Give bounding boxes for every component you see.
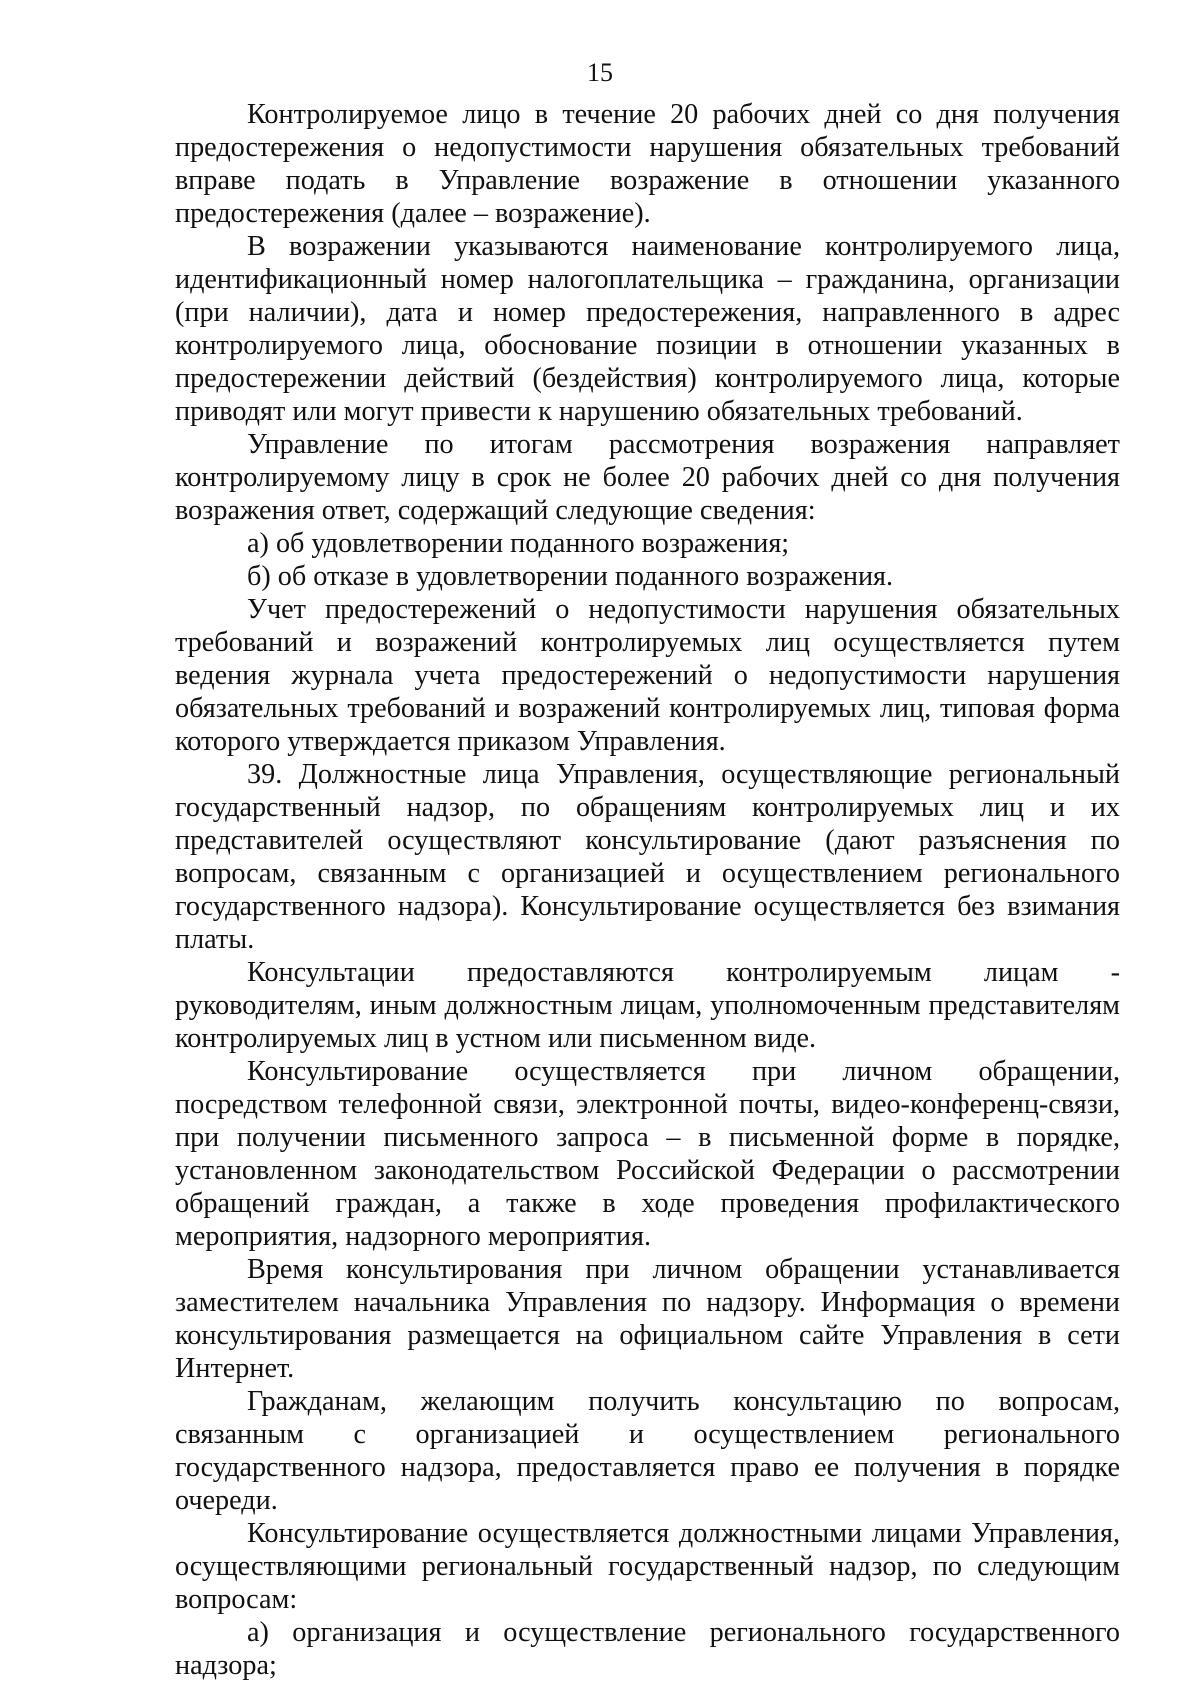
paragraph-objection-response: Управление по итогам рассмотрения возражения направляет контролируемому лицу в срок не более 20 рабочих дней со дня получения возражения ответ, содержащий следующие сведения: — [175, 429, 1120, 526]
list-item-a: а) об удовлетворении поданного возражения; — [247, 528, 790, 559]
paragraph-consultation-methods: Консультирование осуществляется при личном обращении, посредством телефонной связи, электронной почты, видео-конференц-связи, при получении письменного запроса – в письменной форме в порядке, установленном законодательством Российской Федерации о рассмотрении обращений граждан, а также в ходе проведения профилактического мероприятия, надзорного мероприятия. — [175, 1056, 1120, 1252]
paragraph-objection-deadline: Контролируемое лицо в течение 20 рабочих дней со дня получения предостережения о недопустимости нарушения обязательных требований вправе подать в Управление возражение в отношении указанного предостережения (далее – возражение). — [175, 99, 1120, 229]
paragraph-consultation-time: Время консультирования при личном обращении устанавливается заместителем начальника Управления по надзору. Информация о времени консультирования размещается на официальном сайте Управления в сети Интернет. — [175, 1254, 1120, 1384]
page-number: 15 — [587, 58, 613, 87]
list-item-topic-a: а) организация и осуществление регионального государственного надзора; — [175, 1617, 1120, 1681]
paragraph-objection-contents: В возражении указываются наименование контролируемого лица, идентификационный номер налогоплательщика – гражданина, организации (при наличии), дата и номер предостережения, направленного в адрес контролируемого лица, обоснование позиции в отношении указанных в предостережении действий (бездействия) контролируемого лица, которые приводят или могут привести к нарушению обязательных требований. — [175, 231, 1120, 427]
paragraph-clause-39: 39. Должностные лица Управления, осуществляющие региональный государственный надзор, по обращениям контролируемых лиц и их представителей осуществляют консультирование (дают разъяснения по вопросам, связанным с организацией и осуществлением регионального государственного надзора). Консультирование осуществляется без взимания платы. — [175, 759, 1120, 955]
paragraph-consultation-topics: Консультирование осуществляется должностными лицами Управления, осуществляющими региональный государственный надзор, по следующим вопросам: — [175, 1518, 1120, 1615]
paragraph-queue-right: Гражданам, желающим получить консультацию по вопросам, связанным с организацией и осуществлением регионального государственного надзора, предоставляется право ее получения в порядке очереди. — [175, 1386, 1120, 1516]
paragraph-consultations-provided: Консультации предоставляются контролируемым лицам - руководителям, иным должностным лицам, уполномоченным представителям контролируемых лиц в устном или письменном виде. — [175, 957, 1120, 1054]
paragraph-warnings-register: Учет предостережений о недопустимости нарушения обязательных требований и возражений контролируемых лиц осуществляется путем ведения журнала учета предостережений о недопустимости нарушения обязательных требований и возражений контролируемых лиц, типовая форма которого утверждается приказом Управления. — [175, 594, 1120, 757]
list-item-b: б) об отказе в удовлетворении поданного возражения. — [247, 561, 894, 592]
document-body — [175, 98, 1120, 1682]
